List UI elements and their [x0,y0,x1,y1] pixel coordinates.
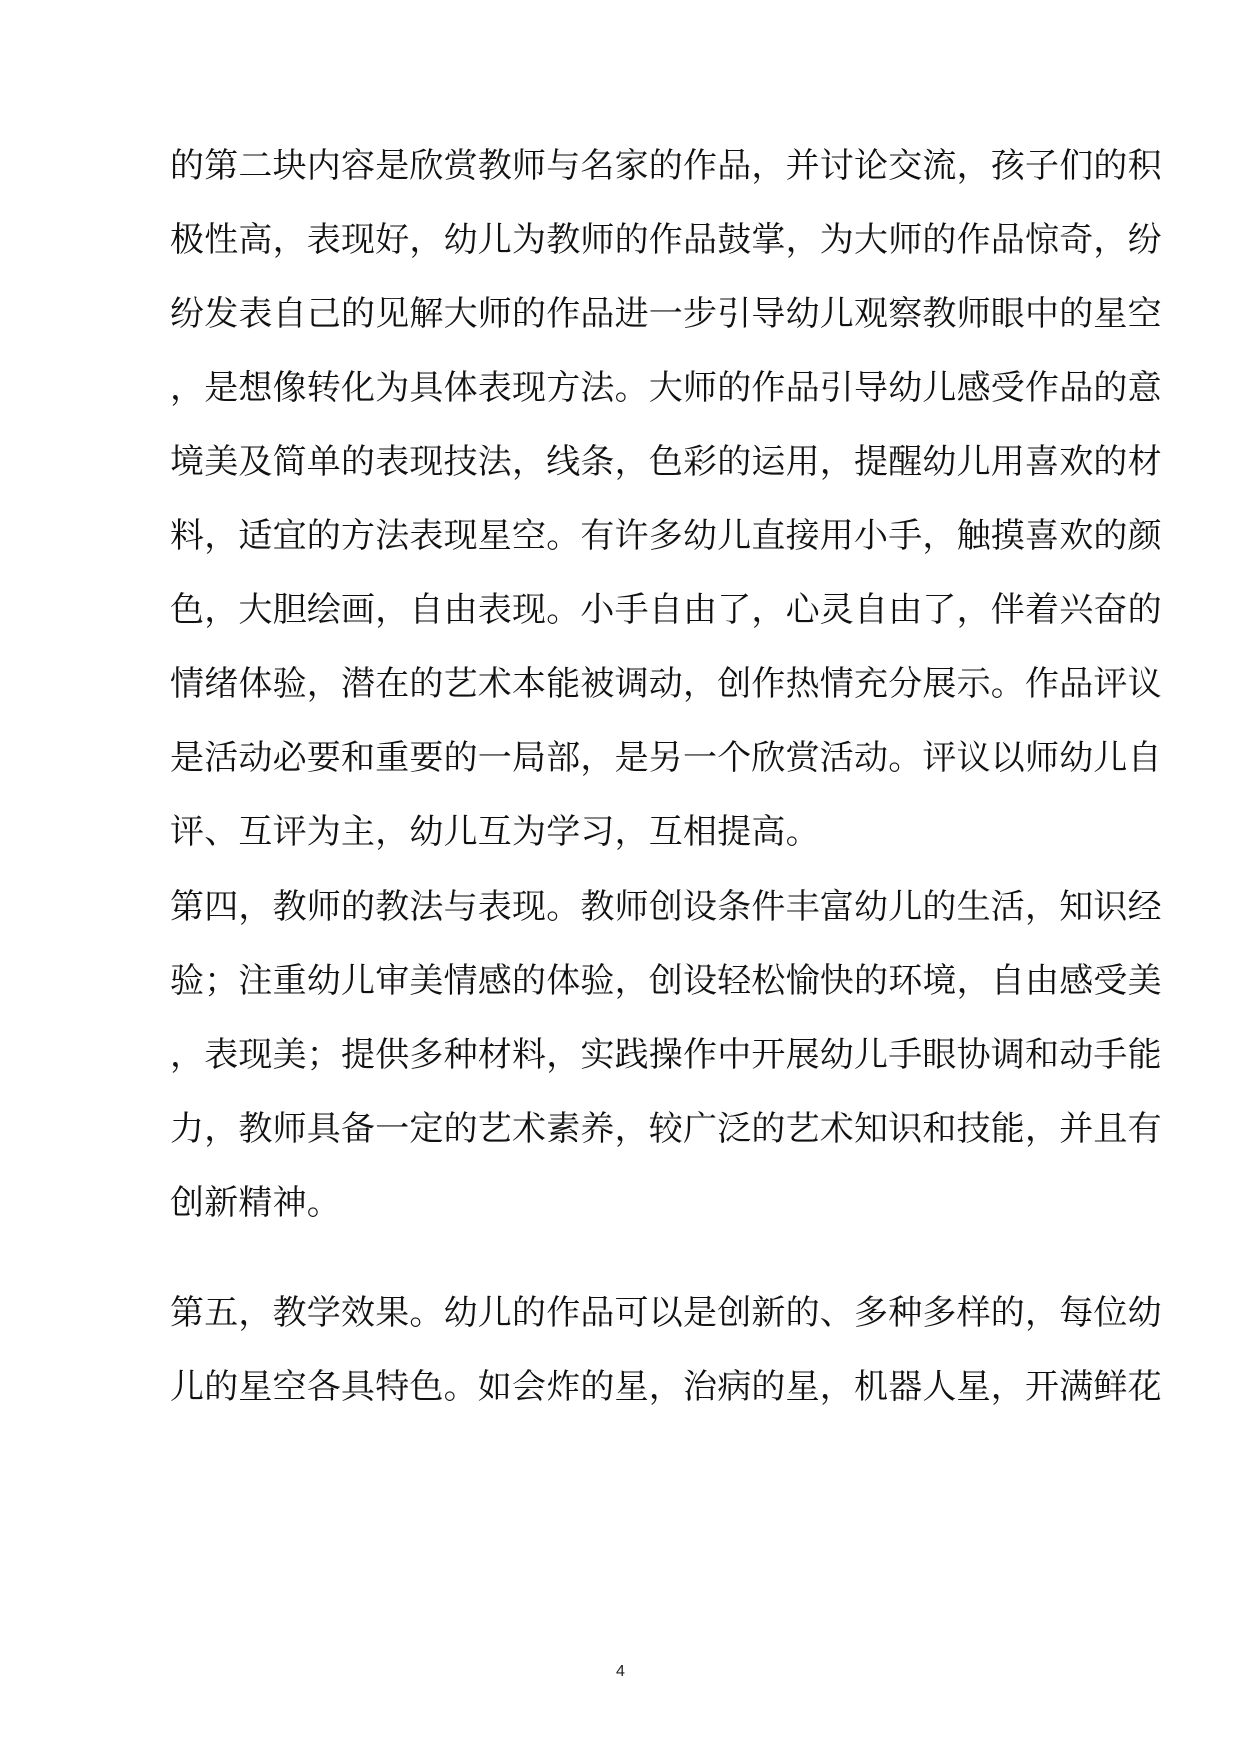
text-line: 色，大胆绘画，自由表现。小手自由了，心灵自由了，伴着兴奋的 [170,590,1162,630]
text-line: 情绪体验，潜在的艺术本能被调动，创作热情充分展示。作品评议 [170,664,1162,704]
text-line: 料，适宜的方法表现星空。有许多幼儿直接用小手，触摸喜欢的颜 [170,516,1162,556]
text-line: 验；注重幼儿审美情感的体验，创设轻松愉快的环境，自由感受美 [170,961,1162,1001]
text-line: 极性高，表现好，幼儿为教师的作品鼓掌，为大师的作品惊奇，纷 [170,220,1162,260]
paragraph-3 [170,1276,1162,1424]
paragraph-2 [170,870,1162,1240]
text-line: 第四，教师的教法与表现。教师创设条件丰富幼儿的生活，知识经 [170,887,1162,927]
text-line: 力，教师具备一定的艺术素养，较广泛的艺术知识和技能，并且有 [170,1109,1162,1149]
paragraph-1 [170,129,1162,869]
text-line: 是活动必要和重要的一局部，是另一个欣赏活动。评议以师幼儿自 [170,738,1162,778]
text-line: 评、互评为主，幼儿互为学习，互相提高。 [170,812,820,852]
text-line: ，是想像转化为具体表现方法。大师的作品引导幼儿感受作品的意 [170,368,1162,408]
text-line: 纷发表自己的见解大师的作品进一步引导幼儿观察教师眼中的星空 [170,294,1162,334]
text-line: 境美及简单的表现技法，线条，色彩的运用，提醒幼儿用喜欢的材 [170,442,1162,482]
text-line: 儿的星空各具特色。如会炸的星，治病的星，机器人星，开满鲜花 [170,1367,1162,1407]
page-number: 4 [616,1663,625,1680]
text-line: 的第二块内容是欣赏教师与名家的作品，并讨论交流，孩子们的积 [170,146,1162,186]
text-line: 创新精神。 [170,1183,341,1223]
text-line: ，表现美；提供多种材料，实践操作中开展幼儿手眼协调和动手能 [170,1035,1162,1075]
text-line: 第五，教学效果。幼儿的作品可以是创新的、多种多样的，每位幼 [170,1293,1162,1333]
